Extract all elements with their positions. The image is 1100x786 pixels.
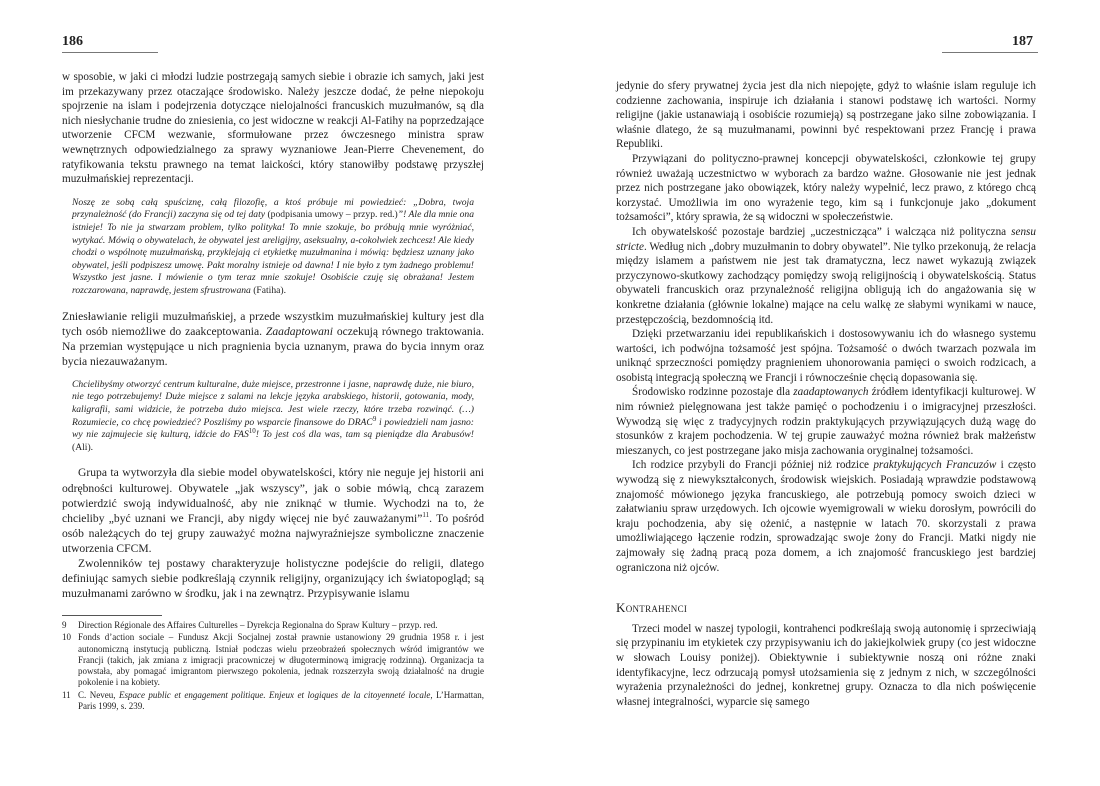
body-paragraph: Przywiązani do polityczno-prawnej koncepcji obywatelskości, członkowie tej grupy również uważają uczestnictwo w wyborach za bardzo ważne. Głosowanie nie jest jednak przez nich postrzegane jako obowiązek, który należy wypełnić, lecz prawo, z którego chcą korzystać. Umożliwia im ono wyrażenie tego, kim są i funkcjonuje jako „dokument tożsamości”, który sprawia, że są widoczni w społeczeństwie. [616,152,1036,224]
footnotes [62,620,484,712]
body-paragraph: Trzeci model w naszej typologii, kontrahenci podkreślają swoją autonomię i sprzeciwiają się przypinaniu im etykietek czy przypisywaniu ich do jakiejkolwiek grupy (co jest widoczne w słowach Louisy poniżej). Obiektywnie i subiektywnie noszą oni różne znaki identyfikacyjne, lecz odrzucają pomysł utożsamienia się z jednym z nich, w szczególności wyrażenia przynależności do jednej, konkretnej grupy. Oznacza to dla nich poświęcenie własnej integralności, wyparcie się samego [616,622,1036,708]
quote-text: ”! Ale dla mnie ona istnieje! To nie ja stwarzam problem, tylko polityka! To mnie szokuje, bo próbują mnie wyróżniać, wytykać. Mówią o obywatelach, że obywatel jest areligijny, aseksualny, a-cokolwiek zechcesz! Ale kiedy chodzi o wspólnotę muzułmańską, przyklejają ci etykietkę muzułmanina i mówią: będziesz uznany jako obywatel, jeśli podpiszesz umowę. Pakt moralny istnieje od dawna! I nie było z tym żadnego problemu! Wszystko jest jasne. I mówienie o tym teraz mnie szokuje! Osobiście czuję się obrażana! Jestem rozczarowana, naprawdę, jestem sfrustrowana [72,209,474,296]
body-paragraph: jedynie do sfery prywatnej życia jest dla nich niepojęte, gdyż to właśnie islam reguluje ich codzienne zachowania, inspiruje ich działania i stanowi podstawę ich wartości. Normy religijne (jakie ustanawiają i osobiście rozumieją) są postrzegane jako silne zobowiązania. I właśnie dlatego, że są muzułmanami, powinni być respektowani przez Francję i prawa Republiki. [616,80,1036,151]
right-text-column [616,79,1036,709]
interview-quote [72,197,474,298]
footnote-ref: 10 [248,427,256,436]
body-paragraph: w sposobie, w jaki ci młodzi ludzie postrzegają samych siebie i obrazie ich samych, jaki jest im przekazywany przez otaczające środowisko. Należy jeszcze dodać, że pełne niepokoju spojrzenie na islam i podejrzenia dotyczące nielojalności francuskich muzułmanów, są dla nich niesłychanie trudne do zniesienia, co jest widoczne w reakcji Al-Fatihy na poprzedzające utworzenie CFCM wezwanie, sformułowane przez ówczesnego ministra spraw wewnętrznych odpowiedzialnego za sprawy wyznaniowe Jean-Pierre Chevenement, do ratyfikowania tekstu prawnego na temat laickości, który stanowiłby podstawę przyszłej muzułmańskiej reprezentacji. [62,71,484,186]
body-paragraph: Środowisko rodzinne pozostaje dla zaadaptowanych źródłem identyfikacji kulturowej. W nim również pielęgnowana jest także pamięć o pochodzeniu i o imigracyjnej przeszłości. Wywodzą się więc z tradycyjnych rodzin praktykujących przywiązujących dużą wagę do stosunków z krajem pochodzenia. W tej grupie zauważyć można również brak małżeństw mieszanych, co jest postrzegane jako misja zachowania oryginalnej tożsamości. [616,386,1036,457]
page-number-left: 186 [62,34,83,49]
right-page [550,0,1100,786]
body-paragraph: Zwolenników tej postawy charakteryzuje holistyczne podejście do religii, dlatego definiując samych siebie podkreślają czynnik religijny, organizujący ich światopogląd; są muzułmanami zarówno w środku, jak i na zewnątrz. Przypisywanie islamu [62,557,484,601]
footnote-text: C. Neveu, Espace public et engagement politique. Enjeux et logiques de la citoyenneté locale, L’Harmattan, Paris 1999, s. 239. [78,689,484,711]
footnote [62,620,484,631]
footnote [62,632,484,688]
footnote [62,690,484,712]
left-text-column [62,70,484,713]
footnote-number: 11 [62,689,71,700]
quote-attribution: (Ali). [72,441,94,453]
footnote-ref: 11 [422,510,430,519]
footnote-ref: 9 [372,414,377,423]
footnote-text: Fonds d’action sociale – Fundusz Akcji Socjalnej został prawnie ustanowiony 29 grudnia 1958 r. i jest autonomiczną instytucją publiczną. Istniał podczas wielu przeobrażeń społecznych wśród imigrantów we Francji (takich, jak zmiana z imigracji pracowniczej w długoterminową imigrację rodzinną). Organizacja ta powstała, aby pomagać imigrantom pierwszego pokolenia, jednak rozszerzyła swoją działalność na drugie pokolenie i na kobiety. [78,632,484,688]
body-paragraph: Ich rodzice przybyli do Francji później niż rodzice praktykujących Francuzów i często wywodzą się z niewykształconych, środowisk wiejskich. Posiadają wprawdzie podstawową znajomość mówionego języka francuskiego, ale potrzebują pomocy swoich dzieci w załatwianiu spraw urzędowych. Ich ojcowie wyemigrowali w wieku dorosłym, powrócili do kraju pochodzenia, aby się ożenić, a następnie w latach 70. skorzystali z prawa umożliwiającego łączenie rodzin, sprowadzając swoje żony do Francji. Matki nigdy nie zajmowały się żadną pracą poza domem, a ich znajomość francuskiego jest bardziej ograniczona niż ojców. [616,459,1036,574]
body-paragraph: Zniesławianie religii muzułmańskiej, a przede wszystkim muzułmańskiej kultury jest dla tych osób niemożliwe do zaakceptowania. Zaadaptowani oczekują równego traktowania. Na przemian występujące u nich pragnienia bycia uznanym, prawa do bycia innym oraz bycia niezauważanym. [62,309,484,368]
body-paragraph: Ich obywatelskość pozostaje bardziej „uczestnicząca” i walcząca niż polityczna sensu stricte. Według nich „dobry muzułmanin to dobry obywatel”. Nie tylko przekonują, że relacja między islamem a państwem nie jest tak dramatyczna, lecz nawet wykazują związek przyczynowo-skutkowy zachodzący pomiędzy swoją religijnością i obywatelskością. Status obywateli francuskich oraz przynależność religijna obligują ich do angażowania się w konkretne działania (głównie lokalne) mające na celu walkę ze słabymi wynikami w nauce, przestępczością, bezdomnością itd. [616,225,1036,326]
quote-text: i powiedzieli nam jasno: wy nie zajmujecie się kulturą, idźcie do FAS [72,416,475,441]
quote-text: Chcielibyśmy otworzyć centrum kulturalne, duże miejsce, przestronne i jasne, naprawdę duże, nie biuro, nie tego potrzebujemy! Duże miejsce z salami na lekcje języka arabskiego, historii, gotowania, mody, kaligrafii, sami widzicie, że potrzeba dużo miejsca. Jest wiele rzeczy, które trzeba rozwinąć. (…) Rozumiecie, co chcę powiedzieć? Poszliśmy po wsparcie finansowe do DRAC [72,378,474,428]
section-heading: Kontrahenci [616,600,688,616]
footnote-text: Direction Régionale des Affaires Culturelles – Dyrekcja Regionalna do Spraw Kultury – przyp. red. [78,620,438,631]
footnote-rule [62,615,162,616]
quote-attribution: (Fatiha). [250,284,286,296]
header-rule-left [62,52,158,53]
body-paragraph: Grupa ta wytworzyła dla siebie model obywatelskości, który nie neguje jej historii ani odrębności kulturowej. Obywatele „jak wszyscy”, jak o sobie mówią, chcą zarazem potwierdzić swoją indywidualność, aby nie zniknąć w tłumie. Wychodzi na to, że chcieliby „być uznani we Francji, aby nigdy więcej nie być zauważanymi”$^{11}$. To pośród osób należących do tej grupy zauważyć można najwyraźniejsze symboliczne znaczenie utworzenia CFCM. [62,466,484,555]
quote-editor-note: (podpisania umowy – przyp. red.) [265,209,398,221]
page-number-right: 187 [1012,34,1033,49]
footnote-number: 10 [62,632,71,643]
quote-text: Noszę ze sobą całą spuściznę, całą filozofię, a ktoś próbuje mi powiedzieć: „Dobra, twoja przynależność (do Francji) zaczyna się od tej daty [72,196,474,221]
body-paragraph: Dzięki przetwarzaniu idei republikańskich i dostosowywaniu ich do własnego systemu wartości, ich podwójna tożsamość jest spójna. Tożsamość o dwóch twarzach pozwala im uniknąć sprzeczności pomiędzy pragnieniem uhonorowania pamięci o swoich rodzicach, a osobistą integracją społeczną we Francji i równocześnie chęcią dopasowania się. [616,328,1036,384]
header-rule-right [942,52,1038,53]
interview-quote [72,379,474,455]
quote-text: ! To jest coś dla was, tam są pieniądze dla Arabusów! [255,429,474,441]
footnote-number: 9 [62,620,67,631]
